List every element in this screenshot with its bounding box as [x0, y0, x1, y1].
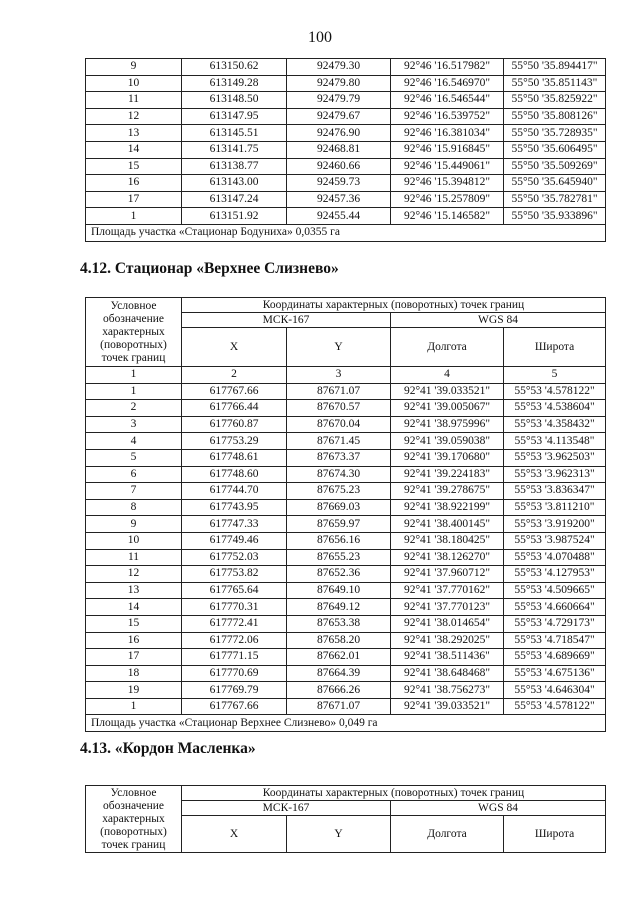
point-number-cell: 9 — [86, 59, 182, 76]
point-number-cell: 12 — [86, 566, 182, 583]
section-title: 4.13. «Кордон Масленка» — [80, 740, 256, 757]
latitude-cell: 55°53 '4.070488" — [504, 549, 606, 566]
y-cell: 87649.10 — [287, 582, 391, 599]
x-cell: 617752.03 — [182, 549, 287, 566]
table-row — [86, 649, 606, 666]
column-number: 5 — [504, 367, 606, 384]
table-row — [86, 191, 606, 208]
table-row — [86, 59, 606, 76]
x-cell: 617770.69 — [182, 665, 287, 682]
x-cell: 613145.51 — [182, 125, 287, 142]
x-cell: 613149.28 — [182, 75, 287, 92]
header-latitude: Широта — [504, 816, 606, 853]
x-cell: 617749.46 — [182, 532, 287, 549]
table-row — [86, 433, 606, 450]
header-coordinates: Координаты характерных (поворотных) точек границ — [182, 298, 606, 313]
table-row — [86, 416, 606, 433]
y-cell: 87675.23 — [287, 483, 391, 500]
longitude-cell: 92°46 '15.916845" — [391, 141, 504, 158]
table-row — [86, 141, 606, 158]
longitude-cell: 92°46 '16.517982" — [391, 59, 504, 76]
x-cell: 617765.64 — [182, 582, 287, 599]
longitude-cell: 92°46 '15.257809" — [391, 191, 504, 208]
table-row — [86, 483, 606, 500]
x-cell: 617767.66 — [182, 698, 287, 715]
header-msk: МСК-167 — [182, 801, 391, 816]
longitude-cell: 92°46 '16.539752" — [391, 108, 504, 125]
y-cell: 87652.36 — [287, 566, 391, 583]
x-cell: 617772.06 — [182, 632, 287, 649]
column-number: 2 — [182, 367, 287, 384]
longitude-cell: 92°41 '38.180425" — [391, 532, 504, 549]
longitude-cell: 92°46 '16.381034" — [391, 125, 504, 142]
x-cell: 617744.70 — [182, 483, 287, 500]
y-cell: 87658.20 — [287, 632, 391, 649]
table-row — [86, 75, 606, 92]
column-number: 4 — [391, 367, 504, 384]
longitude-cell: 92°41 '39.059038" — [391, 433, 504, 450]
latitude-cell: 55°50 '35.851143" — [504, 75, 606, 92]
longitude-cell: 92°41 '37.960712" — [391, 566, 504, 583]
latitude-cell: 55°50 '35.606495" — [504, 141, 606, 158]
longitude-cell: 92°46 '15.449061" — [391, 158, 504, 175]
table-row — [86, 599, 606, 616]
y-cell: 92457.36 — [287, 191, 391, 208]
column-number: 1 — [86, 367, 182, 384]
latitude-cell: 55°53 '3.987524" — [504, 532, 606, 549]
area-note: Площадь участка «Стационар Верхнее Слизнево» 0,049 га — [86, 715, 606, 732]
point-number-cell: 11 — [86, 549, 182, 566]
point-number-cell: 7 — [86, 483, 182, 500]
latitude-cell: 55°53 '4.509665" — [504, 582, 606, 599]
point-number-cell: 15 — [86, 158, 182, 175]
y-cell: 92476.90 — [287, 125, 391, 142]
latitude-cell: 55°53 '3.962503" — [504, 449, 606, 466]
y-cell: 87653.38 — [287, 615, 391, 632]
point-number-cell: 15 — [86, 615, 182, 632]
table-row — [86, 383, 606, 400]
header-msk: МСК-167 — [182, 313, 391, 328]
x-cell: 617769.79 — [182, 682, 287, 699]
latitude-cell: 55°53 '4.127953" — [504, 566, 606, 583]
y-cell: 87674.30 — [287, 466, 391, 483]
point-number-cell: 14 — [86, 599, 182, 616]
point-number-cell: 1 — [86, 208, 182, 225]
y-cell: 87670.57 — [287, 400, 391, 417]
longitude-cell: 92°41 '39.170680" — [391, 449, 504, 466]
table-row — [86, 632, 606, 649]
latitude-cell: 55°50 '35.728935" — [504, 125, 606, 142]
latitude-cell: 55°53 '4.689669" — [504, 649, 606, 666]
table-row — [86, 158, 606, 175]
y-cell: 87673.37 — [287, 449, 391, 466]
header-point-label: Условное обозначение характерных (поворотных) точек границ — [86, 298, 182, 367]
coordinates-table-boduniha — [85, 58, 606, 242]
x-cell: 617748.61 — [182, 449, 287, 466]
table-row — [86, 499, 606, 516]
longitude-cell: 92°46 '16.546544" — [391, 92, 504, 109]
longitude-cell: 92°46 '16.546970" — [391, 75, 504, 92]
longitude-cell: 92°41 '38.511436" — [391, 649, 504, 666]
table-row — [86, 466, 606, 483]
x-cell: 613143.00 — [182, 175, 287, 192]
latitude-cell: 55°53 '4.646304" — [504, 682, 606, 699]
x-cell: 617753.29 — [182, 433, 287, 450]
longitude-cell: 92°41 '38.648468" — [391, 665, 504, 682]
header-wgs: WGS 84 — [391, 313, 606, 328]
header-coordinates: Координаты характерных (поворотных) точек границ — [182, 786, 606, 801]
latitude-cell: 55°53 '3.962313" — [504, 466, 606, 483]
table-row — [86, 92, 606, 109]
table-row — [86, 682, 606, 699]
point-number-cell: 13 — [86, 125, 182, 142]
latitude-cell: 55°50 '35.782781" — [504, 191, 606, 208]
x-cell: 617743.95 — [182, 499, 287, 516]
header-y: Y — [287, 816, 391, 853]
x-cell: 613150.62 — [182, 59, 287, 76]
longitude-cell: 92°41 '38.922199" — [391, 499, 504, 516]
table-row — [86, 400, 606, 417]
header-y: Y — [287, 328, 391, 367]
latitude-cell: 55°50 '35.825922" — [504, 92, 606, 109]
longitude-cell: 92°41 '38.975996" — [391, 416, 504, 433]
longitude-cell: 92°41 '39.278675" — [391, 483, 504, 500]
latitude-cell: 55°53 '4.113548" — [504, 433, 606, 450]
y-cell: 87671.07 — [287, 698, 391, 715]
latitude-cell: 55°50 '35.645940" — [504, 175, 606, 192]
latitude-cell: 55°53 '4.358432" — [504, 416, 606, 433]
longitude-cell: 92°41 '39.033521" — [391, 383, 504, 400]
table-row — [86, 516, 606, 533]
y-cell: 87669.03 — [287, 499, 391, 516]
header-wgs: WGS 84 — [391, 801, 606, 816]
point-number-cell: 19 — [86, 682, 182, 699]
latitude-cell: 55°53 '4.660664" — [504, 599, 606, 616]
x-cell: 613148.50 — [182, 92, 287, 109]
longitude-cell: 92°41 '38.400145" — [391, 516, 504, 533]
point-number-cell: 13 — [86, 582, 182, 599]
y-cell: 92460.66 — [287, 158, 391, 175]
x-cell: 617772.41 — [182, 615, 287, 632]
point-number-cell: 10 — [86, 532, 182, 549]
point-number-cell: 5 — [86, 449, 182, 466]
table-row — [86, 532, 606, 549]
point-number-cell: 8 — [86, 499, 182, 516]
latitude-cell: 55°50 '35.933896" — [504, 208, 606, 225]
point-number-cell: 14 — [86, 141, 182, 158]
table-row — [86, 125, 606, 142]
point-number-cell: 3 — [86, 416, 182, 433]
longitude-cell: 92°41 '37.770162" — [391, 582, 504, 599]
latitude-cell: 55°53 '4.538604" — [504, 400, 606, 417]
table-row — [86, 582, 606, 599]
point-number-cell: 16 — [86, 632, 182, 649]
latitude-cell: 55°53 '4.718547" — [504, 632, 606, 649]
header-latitude: Широта — [504, 328, 606, 367]
point-number-cell: 2 — [86, 400, 182, 417]
y-cell: 87659.97 — [287, 516, 391, 533]
point-number-cell: 1 — [86, 383, 182, 400]
longitude-cell: 92°41 '39.033521" — [391, 698, 504, 715]
point-number-cell: 11 — [86, 92, 182, 109]
longitude-cell: 92°41 '38.756273" — [391, 682, 504, 699]
y-cell: 87666.26 — [287, 682, 391, 699]
y-cell: 87670.04 — [287, 416, 391, 433]
y-cell: 92479.30 — [287, 59, 391, 76]
x-cell: 617767.66 — [182, 383, 287, 400]
longitude-cell: 92°46 '15.146582" — [391, 208, 504, 225]
longitude-cell: 92°41 '38.292025" — [391, 632, 504, 649]
latitude-cell: 55°53 '3.919200" — [504, 516, 606, 533]
table-row — [86, 566, 606, 583]
table-row — [86, 108, 606, 125]
y-cell: 92468.81 — [287, 141, 391, 158]
x-cell: 617771.15 — [182, 649, 287, 666]
area-note: Площадь участка «Стационар Бодуниха» 0,0355 га — [86, 224, 606, 241]
header-x: X — [182, 328, 287, 367]
latitude-cell: 55°53 '4.675136" — [504, 665, 606, 682]
longitude-cell: 92°41 '37.770123" — [391, 599, 504, 616]
coordinates-table-verkhnee-sliznevo — [85, 297, 606, 732]
latitude-cell: 55°53 '3.836347" — [504, 483, 606, 500]
table-row — [86, 549, 606, 566]
header-longitude: Долгота — [391, 816, 504, 853]
table-row — [86, 175, 606, 192]
table-row — [86, 449, 606, 466]
x-cell: 613147.95 — [182, 108, 287, 125]
longitude-cell: 92°46 '15.394812" — [391, 175, 504, 192]
latitude-cell: 55°53 '4.578122" — [504, 698, 606, 715]
x-cell: 617770.31 — [182, 599, 287, 616]
table-row — [86, 208, 606, 225]
latitude-cell: 55°50 '35.509269" — [504, 158, 606, 175]
latitude-cell: 55°53 '3.811210" — [504, 499, 606, 516]
y-cell: 92459.73 — [287, 175, 391, 192]
x-cell: 617760.87 — [182, 416, 287, 433]
x-cell: 613147.24 — [182, 191, 287, 208]
y-cell: 92479.67 — [287, 108, 391, 125]
point-number-cell: 17 — [86, 191, 182, 208]
y-cell: 92479.79 — [287, 92, 391, 109]
header-longitude: Долгота — [391, 328, 504, 367]
latitude-cell: 55°50 '35.894417" — [504, 59, 606, 76]
y-cell: 87671.45 — [287, 433, 391, 450]
table-row — [86, 698, 606, 715]
x-cell: 613138.77 — [182, 158, 287, 175]
point-number-cell: 6 — [86, 466, 182, 483]
x-cell: 617753.82 — [182, 566, 287, 583]
latitude-cell: 55°53 '4.729173" — [504, 615, 606, 632]
point-number-cell: 12 — [86, 108, 182, 125]
longitude-cell: 92°41 '38.014654" — [391, 615, 504, 632]
point-number-cell: 10 — [86, 75, 182, 92]
table-row — [86, 665, 606, 682]
longitude-cell: 92°41 '39.005067" — [391, 400, 504, 417]
latitude-cell: 55°50 '35.808126" — [504, 108, 606, 125]
column-number: 3 — [287, 367, 391, 384]
longitude-cell: 92°41 '38.126270" — [391, 549, 504, 566]
point-number-cell: 1 — [86, 698, 182, 715]
section-title: 4.12. Стационар «Верхнее Слизнево» — [80, 260, 339, 277]
y-cell: 87662.01 — [287, 649, 391, 666]
y-cell: 87664.39 — [287, 665, 391, 682]
y-cell: 87649.12 — [287, 599, 391, 616]
y-cell: 92479.80 — [287, 75, 391, 92]
y-cell: 87671.07 — [287, 383, 391, 400]
header-x: X — [182, 816, 287, 853]
point-number-cell: 17 — [86, 649, 182, 666]
point-number-cell: 9 — [86, 516, 182, 533]
x-cell: 617766.44 — [182, 400, 287, 417]
x-cell: 617748.60 — [182, 466, 287, 483]
coordinates-table-kordon-maslenka — [85, 785, 606, 853]
latitude-cell: 55°53 '4.578122" — [504, 383, 606, 400]
longitude-cell: 92°41 '39.224183" — [391, 466, 504, 483]
table-row — [86, 615, 606, 632]
y-cell: 87656.16 — [287, 532, 391, 549]
point-number-cell: 18 — [86, 665, 182, 682]
page-number: 100 — [308, 29, 332, 46]
y-cell: 92455.44 — [287, 208, 391, 225]
point-number-cell: 16 — [86, 175, 182, 192]
y-cell: 87655.23 — [287, 549, 391, 566]
x-cell: 617747.33 — [182, 516, 287, 533]
x-cell: 613151.92 — [182, 208, 287, 225]
x-cell: 613141.75 — [182, 141, 287, 158]
point-number-cell: 4 — [86, 433, 182, 450]
header-point-label: Условное обозначение характерных (поворотных) точек границ — [86, 786, 182, 853]
